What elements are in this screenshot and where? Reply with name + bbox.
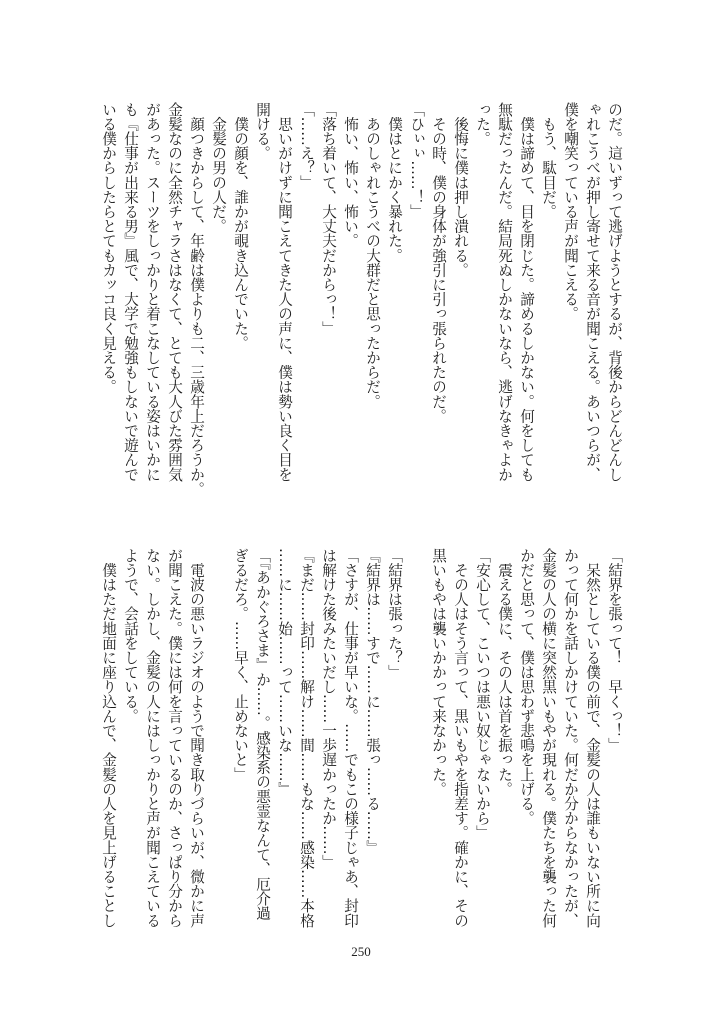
text-column: 金髪なのに全然チャラさはなくて、とても大人びた雰囲気 <box>166 102 183 482</box>
text-column: 金髪の男の人だ。 <box>210 102 227 234</box>
text-column: が聞こえた。僕には何を言っているのか、さっぱり分から <box>166 548 183 928</box>
text-column: かだと思って、僕は思わず悲鳴を上げる。 <box>518 548 535 826</box>
text-column: ぎるだろ。……早く、止めないと」 <box>232 548 249 782</box>
text-column: 僕はとにかく暴れた。 <box>386 102 403 263</box>
text-column: 「……え？」 <box>298 102 315 190</box>
text-column: 怖い、怖い、怖い。 <box>342 102 359 248</box>
text-column: かって何かを話しかけていた。何だか分からなかったが、 <box>562 548 579 928</box>
text-column: も『仕事が出来る男』風で、大学で勉強もしないで遊んで <box>122 102 139 482</box>
text-column: 『まだ……封印……解け……間……もな……感染……本格 <box>298 548 315 928</box>
text-column: 『結界は……すで……に……張っ……る……』 <box>364 548 381 855</box>
text-column: のだ。這いずって逃げようとするが、背後からどんどんし <box>606 102 623 482</box>
text-column: 開ける。 <box>254 102 271 161</box>
text-column: があった。スーツをしっかりと着こなしている姿はいかに <box>144 102 161 482</box>
text-column: 「結界は張った？」 <box>386 548 403 680</box>
text-column: った。 <box>474 102 491 146</box>
text-column: ゃれこうべが押し寄せて来る音が聞こえる。あいつらが、 <box>584 102 601 482</box>
text-column: 「落ち着いて、大丈夫だからっ！」 <box>320 102 337 336</box>
text-column: ようで、会話をしている。 <box>122 548 139 724</box>
lower-text-block <box>97 548 625 932</box>
text-column: 黒いもやは襲いかかって来なかった。 <box>430 548 447 797</box>
text-column: もう、駄目だ。 <box>540 102 557 219</box>
blank-column <box>405 548 427 932</box>
text-column: 「安心して、こいつは悪い奴じゃないから」 <box>474 548 491 840</box>
text-column: 思いがけずに聞こえてきた人の声に、僕は勢い良く目を <box>276 102 293 482</box>
text-column: その人はそう言って、黒いもやを指差す。確かに、その <box>452 548 469 928</box>
text-column: 顔つきからして、年齢は僕よりも二、三歳年上だろうか。 <box>188 102 205 497</box>
blank-column <box>207 548 229 932</box>
upper-text-block <box>97 102 625 497</box>
text-column: 無駄だったんだ。結局死ぬしかないなら、逃げなきゃよか <box>496 102 513 482</box>
text-column: 後悔に僕は押し潰れる。 <box>452 102 469 278</box>
text-column: 「『あかぐろさま』か……。感染系の悪霊なんて、厄介過 <box>254 548 271 921</box>
text-column: 電波の悪いラジオのようで聞き取りづらいが、微かに声 <box>188 548 205 928</box>
text-column: 僕はただ地面に座り込んで、金髪の人を見上げることし <box>100 548 117 928</box>
text-column: ない。しかし、金髪の人にはしっかりと声が聞こえている <box>144 548 161 928</box>
text-column: その時、僕の身体が強引に引っ張られたのだ。 <box>430 102 447 424</box>
text-column: 「結界を張って！ 早くっ！」 <box>606 548 623 753</box>
text-column: は解けた後みたいだし……一歩遅かったか……」 <box>320 548 337 870</box>
page-number: 250 <box>351 944 371 959</box>
text-column: 僕の顔を、誰かが覗き込んでいた。 <box>232 102 249 351</box>
text-column: 金髪の人の横に突然黒いもやが現れる。僕たちを襲った何 <box>540 548 557 928</box>
text-column: 呆然としている僕の前で、金髪の人は誰もいない所に向 <box>584 548 601 928</box>
text-column: あのしゃれこうべの大群だと思ったからだ。 <box>364 102 381 409</box>
text-column: 「さすが、仕事が早いな。……でもこの様子じゃあ、封印 <box>342 548 359 928</box>
text-column: ……に……始……って……いな……』 <box>276 548 293 797</box>
text-column: いる僕からしたらとてもカッコ良く見える。 <box>100 102 117 394</box>
text-column: 僕を嘲笑っている声が聞こえる。 <box>562 102 579 321</box>
text-column: 「ひぃぃ……！」 <box>408 102 425 219</box>
text-column: 僕は諦めて、目を閉じた。諦めるしかない。何をしても <box>518 102 535 482</box>
text-column: 震える僕に、その人は首を振った。 <box>496 548 513 797</box>
